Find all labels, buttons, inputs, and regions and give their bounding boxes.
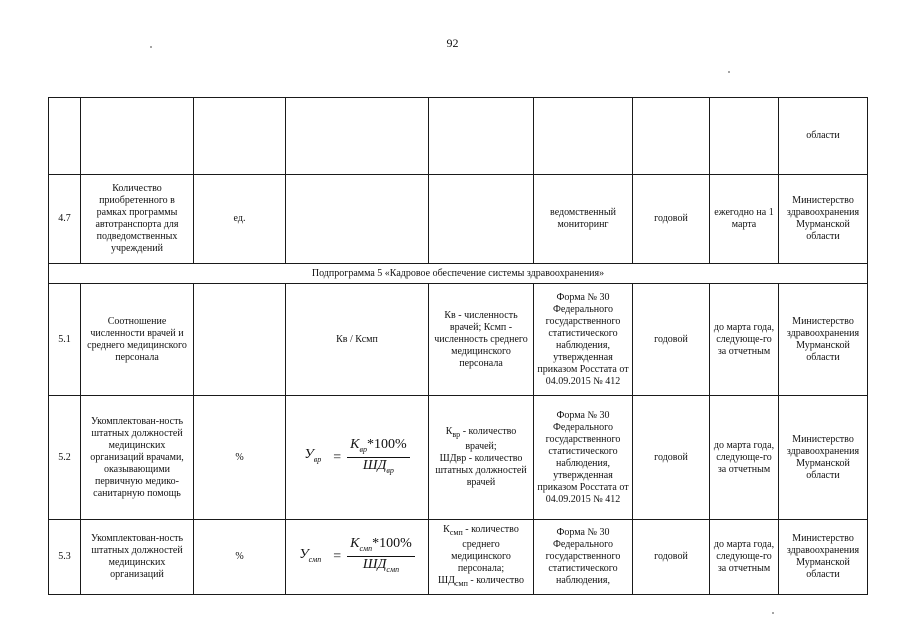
cell-responsible: Министерство здравоохранения Мурманской области [779,284,868,396]
cell-formula [286,396,429,520]
indicator-table [48,97,868,595]
subprogram-heading-row [49,264,868,284]
cell-num: 5.1 [49,284,81,396]
table-row-5-2 [49,396,868,520]
cell-period: годовой [633,175,710,264]
cell-deadline: ежегодно на 1 марта [710,175,779,264]
cell-name: Укомплектован-ность штатных должностей медицинских организаций [81,520,194,595]
cell-name: Количество приобретенного в рамках программы автотранспорта для подведомственных учреждений [81,175,194,264]
cell-vars: Кв - численность врачей; Ксмп - численность среднего медицинского персонала [429,284,534,396]
cell-formula [286,175,429,264]
cell-source: Форма № 30 Федерального государственного статистического наблюдения, [534,520,633,595]
formula-staffing-doctors: $У_{вр}$ = $\frac{К_{вр}*100\%}{ШД_{вр}}$ [304,439,409,477]
cell-num: 4.7 [49,175,81,264]
cell-source: Форма № 30 Федерального государственного статистического наблюдения, утвержденная приказом Росстата от 04.09.2015 № 412 [534,396,633,520]
cell-period: годовой [633,520,710,595]
cell-period: годовой [633,396,710,520]
cell-num [49,98,81,175]
scan-speck [150,46,152,48]
page-number: 92 [446,36,459,50]
cell-vars: $К_{смп}$ - количество среднего медицинского персонала; $ШД_{смп}$ - количество [429,520,534,595]
cell-formula [286,98,429,175]
cell-unit [194,284,286,396]
cell-deadline: до марта года, следующе-го за отчетным [710,284,779,396]
table-row-4-7 [49,175,868,264]
cell-unit: % [194,396,286,520]
subprogram-heading: Подпрограмма 5 «Кадровое обеспечение системы здравоохранения» [49,264,868,284]
cell-formula: Кв / Ксмп [286,284,429,396]
cell-vars [429,98,534,175]
cell-name: Укомплектован-ность штатных должностей медицинских организаций врачами, оказывающими первичную медико-санитарную помощь [81,396,194,520]
scan-speck [772,612,774,614]
cell-responsible: Министерство здравоохранения Мурманской области [779,175,868,264]
cell-name: Соотношение численности врачей и среднего медицинского персонала [81,284,194,396]
formula-staffing-nurses: $У_{смп}$ = $\frac{К_{смп}*100\%}{ШД_{смп}}$ [299,538,415,576]
cell-name [81,98,194,175]
cell-deadline: до марта года, следующе-го за отчетным [710,396,779,520]
cell-source: Форма № 30 Федерального государственного статистического наблюдения, утвержденная приказом Росстата от 04.09.2015 № 412 [534,284,633,396]
cell-period: годовой [633,284,710,396]
cell-formula [286,520,429,595]
cell-responsible: Министерство здравоохранения Мурманской области [779,520,868,595]
cell-unit [194,98,286,175]
cell-responsible: Министерство здравоохранения Мурманской области [779,396,868,520]
cell-vars: $К_{вр}$ - количество врачей; ШДвр - количество штатных должностей врачей [429,396,534,520]
cell-responsible: области [779,98,868,175]
cell-deadline [710,98,779,175]
cell-num: 5.2 [49,396,81,520]
cell-source [534,98,633,175]
cell-deadline: до марта года, следующе-го за отчетным [710,520,779,595]
cell-unit: % [194,520,286,595]
cell-unit: ед. [194,175,286,264]
cell-period [633,98,710,175]
table-row-continued [49,98,868,175]
cell-vars [429,175,534,264]
cell-source: ведомственный мониторинг [534,175,633,264]
table-row-5-3 [49,520,868,595]
scan-speck [728,71,730,73]
cell-num: 5.3 [49,520,81,595]
table-row-5-1 [49,284,868,396]
